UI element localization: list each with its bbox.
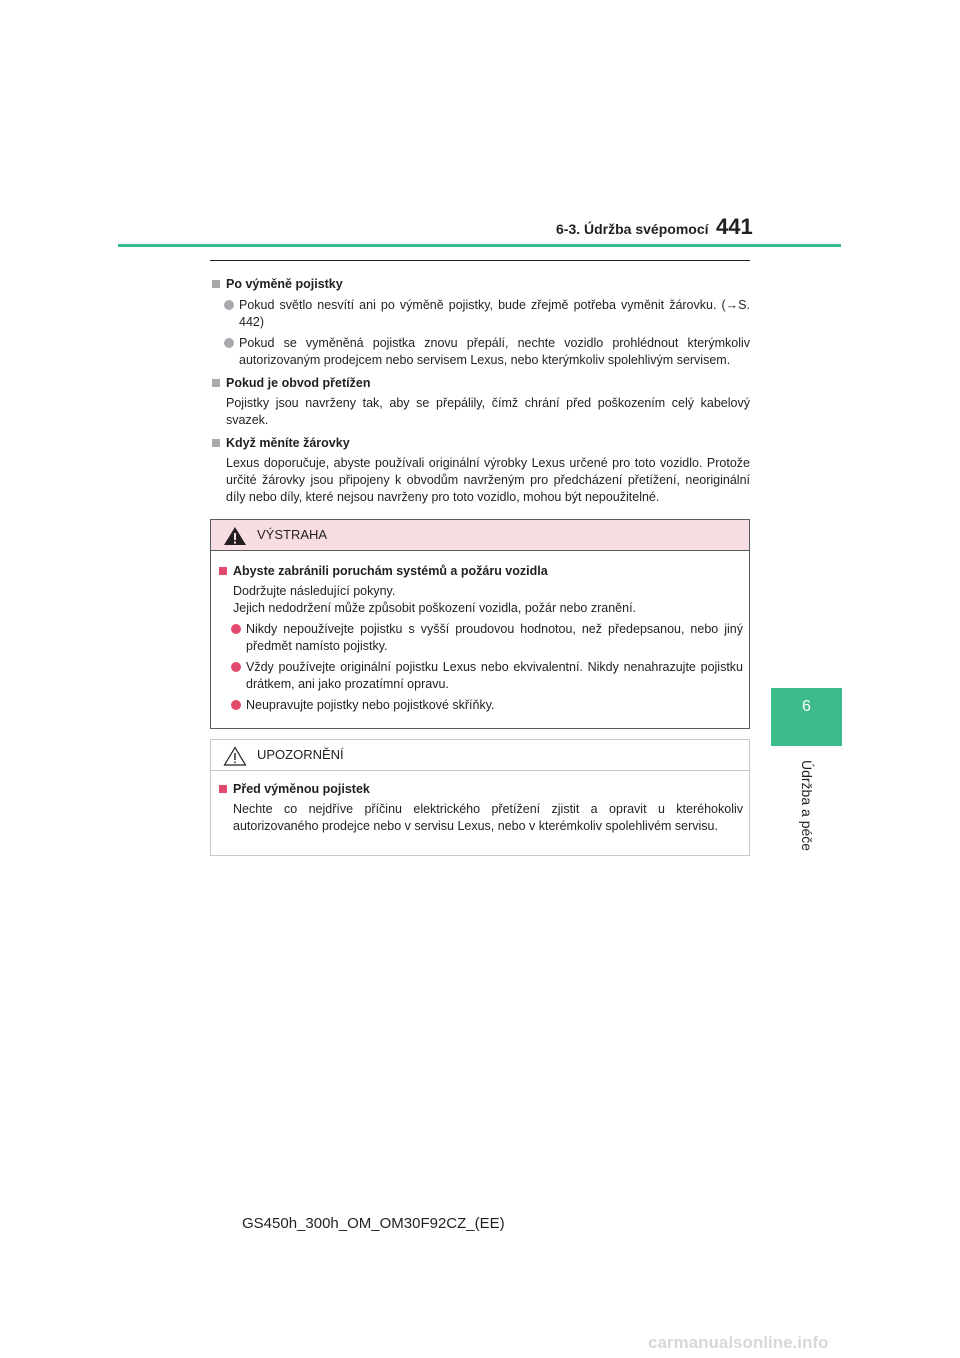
warning-intro: Dodržujte následující pokyny.	[233, 584, 396, 598]
warning-box	[210, 519, 750, 729]
warning-heading	[217, 563, 743, 580]
chapter-title: Údržba a péče	[799, 760, 815, 852]
content-body	[210, 270, 750, 506]
warning-heading-text: Abyste zabránili poruchám systémů a požáru vozidla	[233, 564, 548, 578]
header-rule	[118, 244, 841, 247]
page-number: 441	[716, 214, 753, 239]
list-item	[224, 335, 750, 369]
section-paragraph: Lexus doporučuje, abyste používali originální výrobky Lexus určené pro toto vozidlo. Protože určité žárovky jsou připojeny k obvodům navrženým pro předcházení přetížení, neoriginální díly nebo díly, které nejsou navrženy pro toto vozidlo, mohou být nepoužitelné.	[226, 456, 750, 504]
warning-list-item	[231, 697, 743, 714]
section-heading-text: Pokud je obvod přetížen	[226, 376, 371, 390]
square-bullet-icon	[219, 785, 227, 793]
list-item-text: Neupravujte pojistky nebo pojistkové skříňky.	[246, 698, 495, 712]
section-title: 6-3. Údržba svépomocí	[556, 221, 709, 237]
watermark: carmanualsonline.info	[648, 1333, 829, 1352]
square-bullet-icon	[212, 379, 220, 387]
warning-title: VÝSTRAHA	[257, 527, 328, 542]
square-bullet-icon	[212, 439, 220, 447]
document-code: GS450h_300h_OM_OM30F92CZ_(EE)	[242, 1215, 505, 1232]
section-heading-text: Po výměně pojistky	[226, 277, 343, 291]
section-heading-text: Když měníte žárovky	[226, 436, 350, 450]
notice-heading	[217, 781, 743, 798]
round-bullet-icon	[231, 662, 241, 672]
notice-header	[211, 740, 749, 771]
round-bullet-icon	[224, 300, 234, 310]
list-item-text: Pokud se vyměněná pojistka znovu přepálí, nechte vozidlo prohlédnout kterýmkoliv autorizovaným prodejcem nebo servisem Lexus, nebo kterýmkoliv spolehlivým servisem.	[239, 336, 750, 367]
round-bullet-icon	[231, 700, 241, 710]
round-bullet-icon	[231, 624, 241, 634]
warning-header	[211, 520, 749, 551]
section-heading	[210, 276, 750, 293]
list-item-text: Nikdy nepoužívejte pojistku s vyšší proudovou hodnotou, než předepsanou, nebo jiný předmět namísto pojistky.	[246, 622, 743, 653]
chapter-tab	[771, 688, 842, 746]
warning-body	[211, 551, 749, 714]
notice-heading-text: Před výměnou pojistek	[233, 782, 370, 796]
warning-intro: Jejich nedodržení může způsobit poškození vozidla, požár nebo zranění.	[233, 601, 637, 615]
list-item-text: Vždy používejte originální pojistku Lexus nebo ekvivalentní. Nikdy nenahrazujte pojistku drátkem, ani jako prozatímní opravu.	[246, 660, 743, 691]
content-rule	[210, 260, 750, 261]
notice-paragraph: Nechte co nejdříve příčinu elektrického přetížení zjistit a opravit u kteréhokoliv autorizovaného prodejce nebo v servisu Lexus, nebo v kterémkoliv spolehlivém servisu.	[233, 802, 743, 833]
list-item	[224, 297, 750, 331]
notice-box	[210, 739, 750, 856]
list-item-text: Pokud světlo nesvítí ani po výměně pojistky, bude zřejmě potřeba vyměnit žárovku. (→S. 442)	[239, 298, 750, 329]
warning-triangle-icon	[223, 526, 247, 546]
warning-list-item	[231, 659, 743, 693]
warning-list-item	[231, 621, 743, 655]
section-paragraph: Pojistky jsou navrženy tak, aby se přepálily, čímž chrání před poškozením celý kabelový svazek.	[226, 396, 750, 427]
notice-title: UPOZORNĚNÍ	[257, 747, 344, 762]
chapter-number: 6	[802, 698, 811, 715]
square-bullet-icon	[219, 567, 227, 575]
section-heading	[210, 375, 750, 392]
round-bullet-icon	[224, 338, 234, 348]
notice-body	[211, 771, 749, 835]
caution-triangle-icon	[223, 746, 247, 766]
square-bullet-icon	[212, 280, 220, 288]
section-heading	[210, 435, 750, 452]
